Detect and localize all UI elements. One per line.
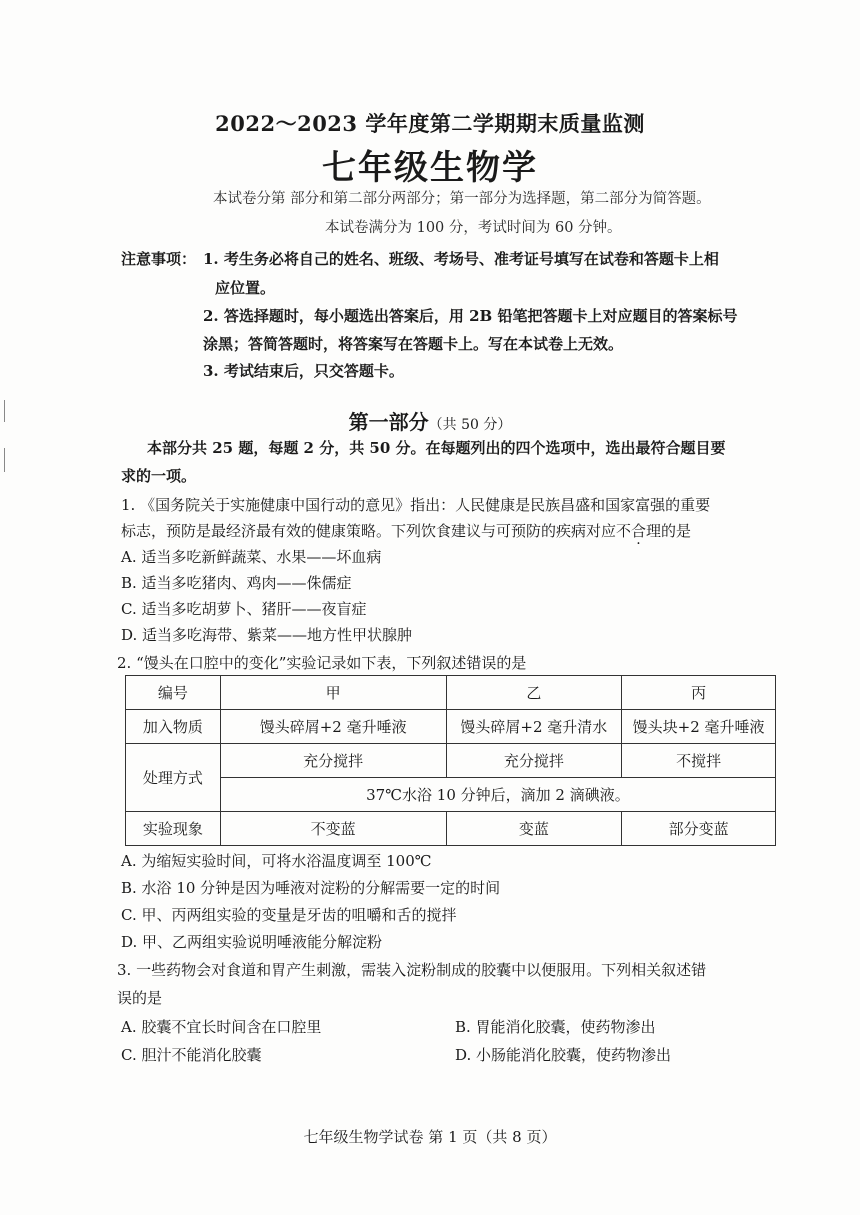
q3-option-d: D. 小肠能消化胶囊，使药物渗出 [455,1046,672,1064]
q2-option-c: C. 甲、丙两组实验的变量是牙齿的咀嚼和舌的搅拌 [121,906,457,924]
table-row [126,710,776,744]
q3-option-b: B. 胃能消化胶囊，使药物渗出 [455,1018,656,1036]
q3-option-c: C. 胆汁不能消化胶囊 [121,1046,262,1064]
table-cell: 充分搅拌 [220,744,446,778]
table-cell: 编号 [126,676,221,710]
notice-item-2: 2. 答选择题时，每小题选出答案后，用 2B 铅笔把答题卡上对应题目的答案标号 [203,307,738,325]
notice-label: 注意事项： [121,250,197,268]
q2-option-b: B. 水浴 10 分钟是因为唾液对淀粉的分解需要一定的时间 [121,879,501,897]
table-cell: 部分变蓝 [622,812,776,846]
intro-line-2: 本试卷满分为 100 分，考试时间为 60 分钟。 [325,220,622,236]
q2-option-a: A. 为缩短实验时间，可将水浴温度调至 100℃ [121,852,432,870]
intro-line-1: 本试卷分第 部分和第二部分两部分；第一部分为选择题，第二部分为简答题。 [213,191,711,207]
table-cell: 馒头块+2 毫升唾液 [622,710,776,744]
q1-option-a: A. 适当多吃新鲜蔬菜、水果——坏血病 [121,548,382,566]
q1-stem-line-2 [121,520,691,541]
table-cell: 丙 [622,676,776,710]
table-row [126,744,776,778]
table-cell: 处理方式 [126,744,221,812]
table-cell: 乙 [446,676,622,710]
notice-item-1-cont: 应位置。 [215,279,276,297]
q1-stem-text: 标志，预防是最经济最有效的健康策略。下列饮食建议与可预防的疾病对应 [121,522,617,540]
notice-item-2-cont: 涂黑；答简答题时，将答案写在答题卡上。写在本试卷上无效。 [203,335,624,353]
experiment-table [125,675,776,846]
q1-stem-line-1: 1. 《国务院关于实施健康中国行动的意见》指出：人民健康是民族昌盛和国家富强的重要 [121,496,711,514]
page-footer: 七年级生物学试卷 第 1 页（共 8 页） [303,1128,557,1146]
part1-desc-line-2: 求的一项。 [121,467,197,485]
q1-option-b: B. 适当多吃猪肉、鸡肉——侏儒症 [121,574,352,592]
part1-title [0,406,860,435]
subject-title: 七年级生物学 [322,148,538,188]
q2-stem: 2. “馒头在口腔中的变化”实验记录如下表，下列叙述错误的是 [117,654,527,672]
table-cell: 变蓝 [446,812,622,846]
part1-score: （共 50 分） [428,417,512,433]
q3-stem-line-1: 3. 一些药物会对食道和胃产生刺激，需装入淀粉制成的胶囊中以便服用。下列相关叙述错 [117,961,707,979]
q2-option-d: D. 甲、乙两组实验说明唾液能分解淀粉 [121,933,383,951]
notice-item-3: 3. 考试结束后，只交答题卡。 [203,362,404,380]
q1-option-d: D. 适当多吃海带、紫菜——地方性甲状腺肿 [121,626,413,644]
exam-title: 2022～2023 学年度第二学期期末质量监测 [215,111,645,136]
notice-item-1: 1. 考生务必将自己的姓名、班级、考场号、准考证号填写在试卷和答题卡上相 [203,250,719,268]
table-cell: 不变蓝 [220,812,446,846]
table-cell: 不搅拌 [622,744,776,778]
table-cell: 实验现象 [126,812,221,846]
part1-title-text: 第一部分 [348,410,429,434]
q1-option-c: C. 适当多吃胡萝卜、猪肝——夜盲症 [121,600,367,618]
table-cell: 馒头碎屑+2 毫升清水 [446,710,622,744]
q1-emphasis: 不合理 [616,522,662,540]
table-cell: 充分搅拌 [446,744,622,778]
table-row [126,778,776,812]
scan-mark [4,448,5,472]
table-row [126,676,776,710]
q3-option-a: A. 胶囊不宜长时间含在口腔里 [121,1018,322,1036]
table-cell: 甲 [220,676,446,710]
table-cell: 37℃水浴 10 分钟后，滴加 2 滴碘液。 [220,778,775,812]
table-cell: 馒头碎屑+2 毫升唾液 [220,710,446,744]
table-row [126,812,776,846]
q3-stem-line-2: 误的是 [117,989,163,1007]
part1-desc-line-1: 本部分共 25 题，每题 2 分，共 50 分。在每题列出的四个选项中，选出最符合题目要 [147,439,726,457]
q1-stem-end: 的是 [661,522,692,540]
table-cell: 加入物质 [126,710,221,744]
